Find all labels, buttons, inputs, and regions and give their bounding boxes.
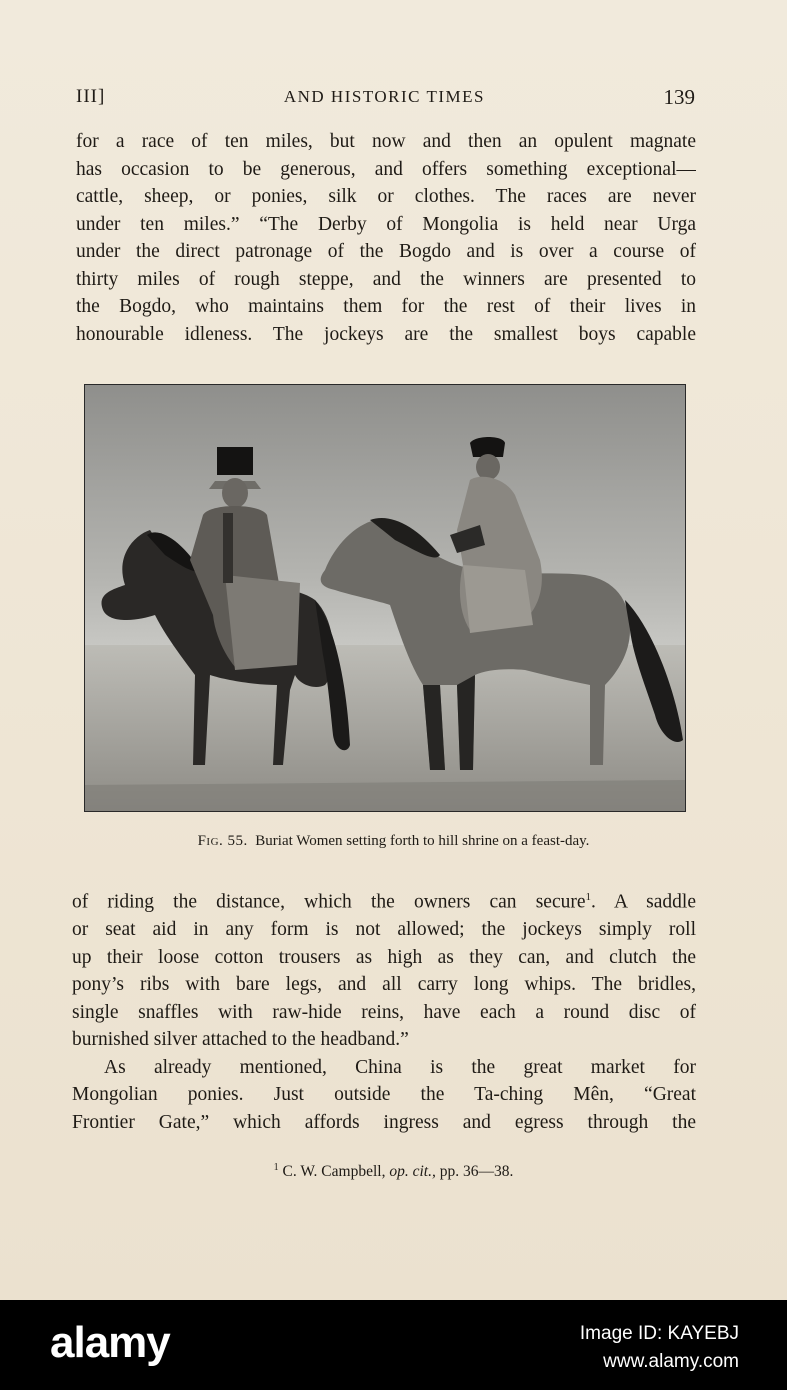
image-id: Image ID: KAYEBJ bbox=[579, 1323, 739, 1344]
photograph-buriat-women bbox=[84, 384, 686, 812]
text-line: thirty miles of rough steppe, and the winners are presented to bbox=[76, 268, 696, 290]
paragraph-bottom bbox=[72, 884, 696, 1136]
footnote-reference: 1 bbox=[585, 891, 592, 903]
text-line: under the direct patronage of the Bogdo and is over a course of bbox=[76, 241, 696, 262]
text-line: Frontier Gate,” which affords ingress and egress through the bbox=[72, 1111, 696, 1133]
text-line: the Bogdo, who maintains them for the rest of their lives in bbox=[76, 296, 696, 317]
footnote bbox=[0, 1162, 787, 1181]
running-title: AND HISTORIC TIMES bbox=[283, 87, 485, 106]
text-line: Mongolian ponies. Just outside the Ta-ching Mên, “Great bbox=[72, 1084, 696, 1105]
page-header bbox=[76, 84, 695, 110]
text-line: honourable idleness. The jockeys are the smallest boys capable bbox=[76, 323, 696, 345]
footnote-pages: pp. 36—38. bbox=[439, 1163, 514, 1181]
image-id-block bbox=[580, 1320, 739, 1376]
footnote-mark: 1 bbox=[273, 1162, 279, 1173]
text-fragment: of riding the distance, which the owners can secure bbox=[72, 891, 586, 913]
caption-text: Buriat Women setting forth to hill shrine on a feast-day. bbox=[255, 833, 590, 849]
text-line bbox=[72, 884, 696, 916]
page-number: 139 bbox=[663, 84, 695, 109]
text-line: for a race of ten miles, but now and then an opulent magnate bbox=[76, 131, 696, 152]
site-url: www.alamy.com bbox=[603, 1351, 739, 1372]
text-line: burnished silver attached to the headband.” bbox=[72, 1029, 409, 1050]
text-line: has occasion to be generous, and offers something exceptional— bbox=[76, 158, 696, 180]
footnote-ref: op. cit., bbox=[389, 1163, 436, 1181]
text-fragment: . A saddle bbox=[591, 891, 696, 913]
text-line: As already mentioned, China is the great market for bbox=[104, 1056, 696, 1078]
photo-illustration bbox=[85, 385, 685, 811]
alamy-logo: alamy bbox=[50, 1318, 170, 1367]
footnote-author: C. W. Campbell, bbox=[282, 1163, 386, 1181]
text-line: up their loose cotton trousers as high as they can, and clutch the bbox=[72, 946, 696, 968]
text-line: single snaffles with raw-hide reins, have each a round disc of bbox=[72, 1001, 696, 1023]
text-line: cattle, sheep, or ponies, silk or clothes. The races are never bbox=[76, 186, 696, 207]
figure-label: Fig. 55. bbox=[197, 833, 248, 849]
paragraph-top bbox=[76, 128, 696, 348]
stock-watermark-bar bbox=[0, 1300, 787, 1390]
section-marker: III] bbox=[76, 86, 106, 107]
text-line: pony’s ribs with bare legs, and all carry long whips. The bridles, bbox=[72, 974, 696, 995]
figure-caption bbox=[60, 833, 727, 850]
text-line: or seat aid in any form is not allowed; the jockeys simply roll bbox=[72, 919, 696, 940]
text-line: under ten miles.” “The Derby of Mongolia is held near Urga bbox=[76, 213, 696, 235]
